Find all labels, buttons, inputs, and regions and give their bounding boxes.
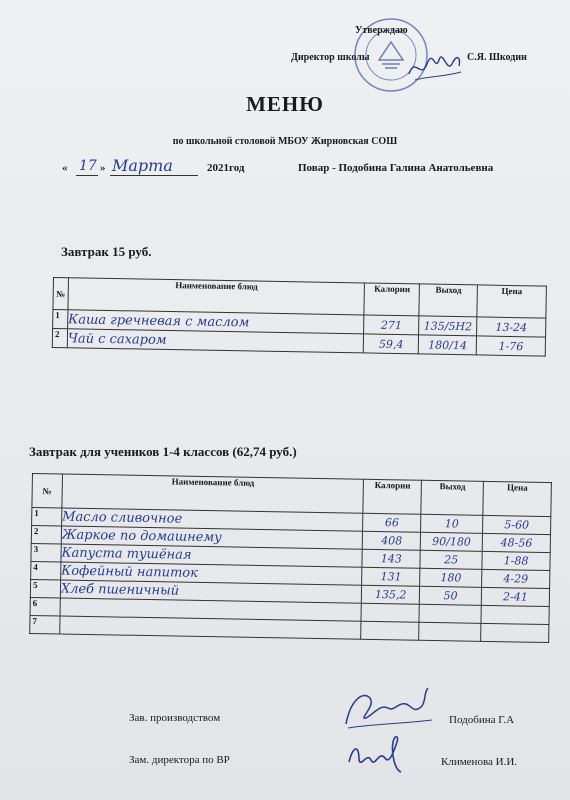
col-price-header: Цена: [477, 285, 546, 318]
row-number: 6: [30, 597, 60, 616]
col-num-header: №: [32, 474, 62, 509]
dish-kcal: 66: [363, 513, 421, 532]
dish-output: [419, 622, 481, 641]
col-out-header: Выход: [419, 284, 477, 317]
dish-kcal: 135,2: [362, 585, 420, 604]
dish-kcal: 271: [364, 315, 419, 335]
dish-price: 5-60: [483, 515, 551, 534]
dish-output: 135/5Н2: [419, 316, 477, 336]
dish-name: Кофейный напиток: [61, 562, 363, 585]
director-signature-icon: [405, 46, 465, 86]
col-out-header: Выход: [421, 480, 483, 515]
date-month: Марта: [112, 156, 173, 175]
cook-name: Повар - Подобина Галина Анатольевна: [298, 162, 494, 174]
dish-name: Масло сливочное: [61, 508, 363, 531]
dish-kcal: 59,4: [364, 334, 419, 354]
dish-price: 2-41: [481, 587, 549, 606]
breakfast1-table: [52, 277, 547, 357]
dish-name: Каша гречневая с маслом: [68, 310, 365, 334]
dish-kcal: 143: [362, 549, 420, 568]
dish-price: 48-56: [482, 533, 550, 552]
approval-name: С.Я. Шкодин: [467, 52, 527, 63]
breakfast1-heading: Завтрак 15 руб.: [61, 244, 152, 259]
date-day: 17: [79, 158, 97, 174]
dish-kcal: 408: [363, 531, 421, 550]
dish-kcal: [361, 621, 419, 640]
dish-output: 50: [419, 586, 481, 605]
row-number: 2: [52, 329, 67, 348]
dish-name: Хлеб пшеничный: [60, 580, 362, 603]
date-month-underline: [110, 175, 198, 176]
dish-name: [60, 616, 362, 639]
dish-output: [419, 604, 481, 623]
row-number: 1: [53, 310, 68, 329]
col-name-header: Наименование блюд: [68, 278, 365, 315]
date-close-quote: »: [100, 162, 106, 174]
dish-price: [481, 623, 549, 642]
dish-price: [481, 605, 549, 624]
dish-kcal: 131: [362, 567, 420, 586]
dish-kcal: [361, 603, 419, 622]
date-year: 2021год: [207, 162, 245, 174]
col-name-header: Наименование блюд: [62, 474, 364, 513]
col-kcal-header: Калории: [364, 283, 419, 316]
page-title: МЕНЮ: [246, 92, 324, 116]
footer-name-deputy: Клименова И.И.: [441, 756, 518, 768]
col-price-header: Цена: [483, 481, 551, 516]
dish-name: Жаркое по домашнему: [61, 526, 363, 549]
dish-output: 25: [420, 550, 482, 569]
date-open-quote: «: [62, 162, 68, 174]
footer-name-production: Подобина Г.А: [449, 714, 515, 726]
dish-output: 90/180: [420, 532, 482, 551]
dish-price: 13-24: [477, 317, 546, 337]
row-number: 5: [30, 579, 60, 598]
col-kcal-header: Калории: [363, 479, 421, 514]
row-number: 2: [31, 526, 61, 545]
page-subtitle: по школьной столовой МБОУ Жирновская СОШ: [172, 136, 398, 147]
approval-title: Утверждаю: [355, 25, 408, 36]
dish-price: 1-88: [482, 551, 550, 570]
dish-name: Капуста тушёная: [61, 544, 363, 567]
breakfast2-table: [29, 473, 552, 643]
footer-role-production: Зав. производством: [129, 712, 221, 724]
dish-output: 180/14: [418, 335, 476, 355]
dish-name: Чай с сахаром: [67, 329, 364, 353]
dish-output: 180: [420, 568, 482, 587]
dish-price: 1-76: [476, 336, 545, 356]
breakfast2-heading: Завтрак для учеников 1-4 классов (62,74 руб.): [29, 444, 297, 459]
dish-output: 10: [421, 514, 483, 533]
dish-price: 4-29: [482, 569, 550, 588]
footer-role-deputy: Зам. директора по ВР: [129, 754, 230, 766]
date-day-underline: [76, 175, 98, 176]
approval-role: Директор школы: [291, 52, 370, 63]
row-number: 7: [30, 615, 60, 634]
row-number: 4: [31, 561, 61, 580]
row-number: 1: [32, 508, 62, 527]
row-number: 3: [31, 543, 61, 562]
production-signature-icon: [340, 684, 435, 734]
deputy-signature-icon: [345, 732, 405, 777]
col-num-header: №: [53, 278, 69, 310]
